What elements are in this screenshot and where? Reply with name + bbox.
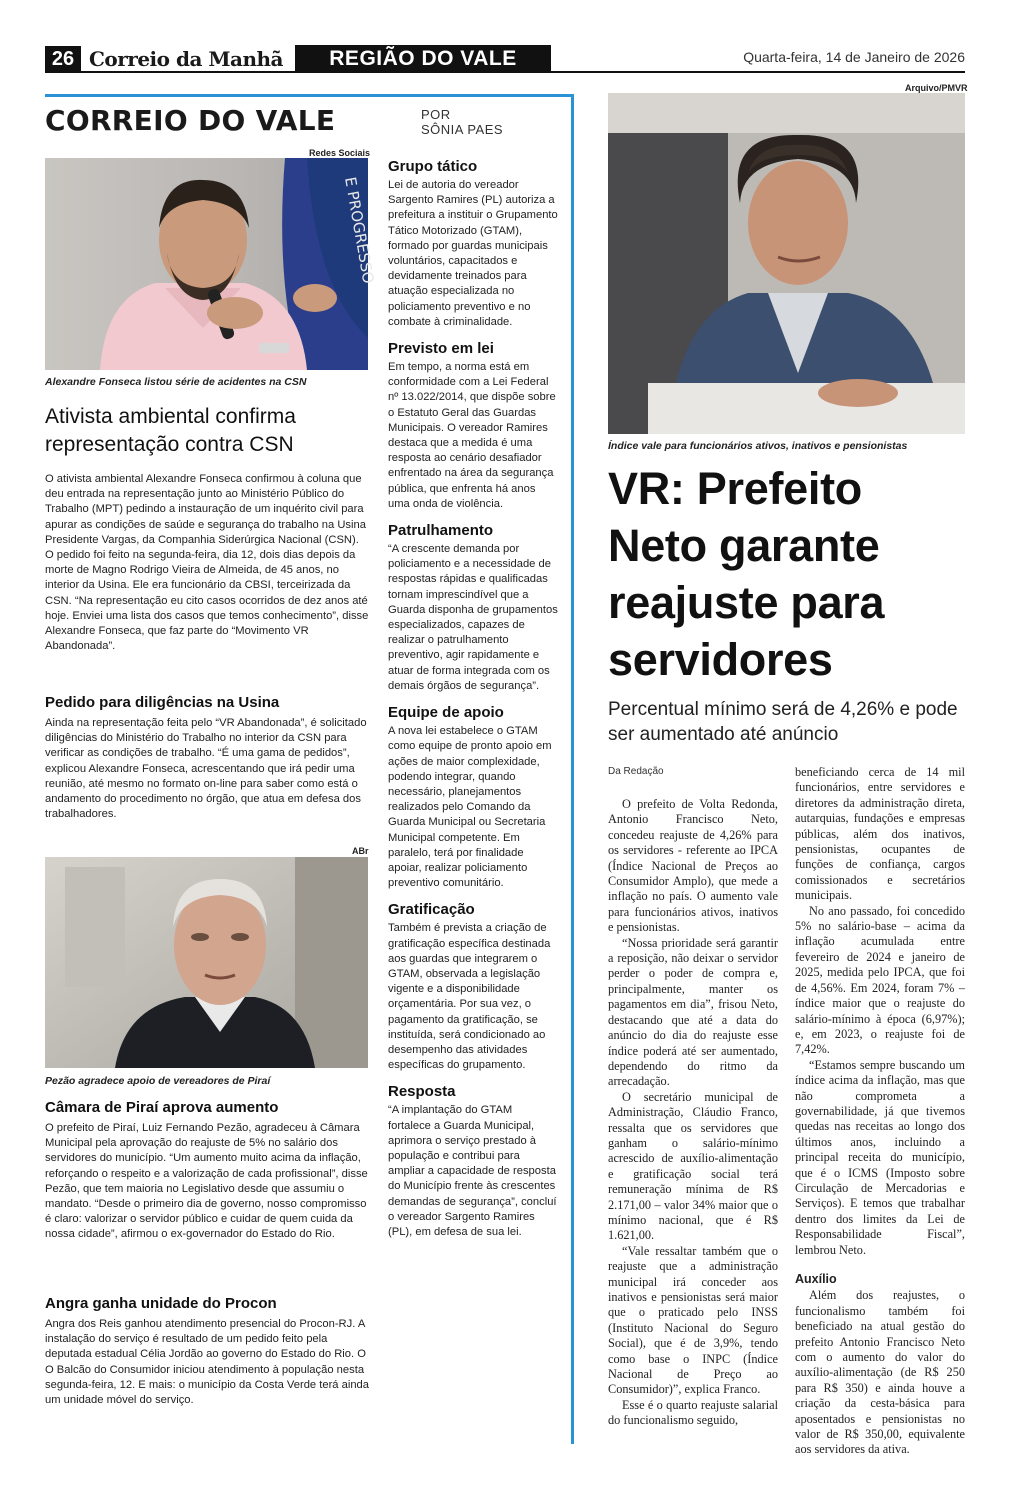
note-text: “A implantação do GTAM fortalece a Guarda Municipal, aprimora o serviço prestado à população e contribui para ampliar a capacidade de resposta do Município frente às crescentes demandas de segurança”, concluí o vereador Sargento Ramires (PL), em defesa de sua lei. — [388, 1104, 557, 1238]
story-headline: Ativista ambiental confirma representação contra CSN — [45, 405, 296, 456]
main-paragraph: “Estamos sempre buscando um índice acima da inflação, mas que não comprometa a governabilidade, já que tivemos quedas nas receitas ao longo dos últimos anos, incluindo a principal receita do município, que é o ICMS (Imposto sobre Circulação de Mercadorias e Serviços). E temos que trabalhar dentro dos limites da Lei de Responsabilidade Fiscal”, lembrou Neto. — [795, 1057, 965, 1257]
note-text: “A crescente demanda por policiamento e a necessidade de respostas rápidas e qualificadas tornam imprescindível que a Guarda disponha de grupamentos especializados, capazes de realizar o patrulhamento preventivo, agir rapidamente e atuar de forma integrada com os demais órgãos de segurança”. — [388, 543, 558, 692]
main-column-2 — [795, 765, 965, 1458]
middle-column — [388, 158, 558, 1240]
note-text: Em tempo, a norma está em conformidade com a Lei Federal nº 13.022/2014, que dispõe sobre o Estatuto Geral das Guardas Municipais. O vereador Ramires destaca que a medida é uma resposta ao cenário desafiador enfrentado na área da segurança pública, que enfrenta há anos uma onda de violência. — [388, 361, 556, 510]
note-title: Previsto em lei — [388, 340, 494, 358]
newspaper-brand: Correio da Manhã — [89, 47, 284, 71]
flag-text: E PROGRESSO — [341, 175, 378, 285]
note-text: Lei de autoria do vereador Sargento Ramires (PL) autoriza a prefeitura a instituir o Grupamento Tático Motorizado (GTAM), formado por guardas municipais voluntários, capacitados e devidamente treinados para atuação especializada no policiamento preventivo e no combate à criminalidade. — [388, 179, 558, 328]
note-title: Grupo tático — [388, 158, 478, 175]
column-top-rule — [45, 94, 574, 97]
story-subhead: Câmara de Piraí aprova aumento — [45, 1099, 279, 1116]
main-paragraph: Além dos reajustes, o funcionalismo também foi beneficiado na atual gestão do prefeito Antonio Francisco Neto com o aumento do valor do auxílio-alimentação (de R$ 250 para R$ 350) e ainda houve a criação da cesta-básica para aposentados e pensionistas no valor de R$ 350,00, equivalente aos servidores da ativa. — [795, 1288, 965, 1457]
note-title: Resposta — [388, 1083, 456, 1101]
note-text: A nova lei estabelece o GTAM como equipe de pronto apoio em ações de maior complexidade, podendo integrar, quando necessário, planejamentos realizados pelo Comando da Guarda Municipal ou Secretaria Municipal competente. Em paralelo, terá por finalidade apoiar, realizar policiamento preventivo comunitário. — [388, 725, 552, 890]
story-paragraph: Angra dos Reis ganhou atendimento presencial do Procon-RJ. A instalação do serviço é resultado de um pedido feito pela deputada estadual Célia Jordão ao governo do Estado do Rio. O O Balcão do Consumidor iniciou atendimento à população nesta segunda-feira, 12. E mais: o município da Costa Verde terá ainda um unidade móvel do serviço. — [45, 1318, 370, 1407]
photo-pezao — [45, 857, 368, 1068]
photo-man-microphone — [45, 158, 378, 370]
main-paragraph: beneficiando cerca de 14 mil funcionários, entre servidores e diretores da administração direta, autarquias, fundações e empresas públicas, além dos inativos, pensionistas, ocupantes de funções de confiança, cargos comissionados e secretários municipais. — [795, 765, 965, 903]
issue-date: Quarta-feira, 14 de Janeiro de 2026 — [743, 49, 965, 65]
byline-name: SÔNIA PAES — [421, 122, 504, 137]
main-paragraph: “Vale ressaltar também que o reajuste que a administração municipal irá conceder aos inativos e pensionistas será maior que o praticado pelo INSS (Instituto Nacional do Seguro Social), que é de 3,9%, tendo como base o INPC (Índice Nacional de Preço ao Consumidor)”, explica Franco. — [608, 1243, 778, 1397]
story-paragraph: O prefeito de Piraí, Luiz Fernando Pezão, agradeceu à Câmara Municipal pela aprovação do reajuste de 5% no salário dos servidores do município. “Um aumento muito acima da inflação, reforçando o respeito e a valorização de cada profissional”, disse Pezão, que tem maioria no Legislativo desde que assumiu o mandato. “Desde o primeiro dia de governo, nosso compromisso é claro: valorizar o servidor público e cuidar de quem cuida da nossa cidade”, afirmou o ex-governador do Estado do Rio. — [45, 1122, 368, 1241]
photo-caption: Índice vale para funcionários ativos, inativos e pensionistas — [608, 440, 908, 452]
main-column-1 — [608, 797, 778, 1429]
main-subheadline: Percentual mínimo será de 4,26% e pode ser aumentado até anúncio — [608, 699, 958, 745]
main-paragraph: O secretário municipal de Administração, Cláudio Franco, ressalta que os servidores que ganham o salário-mínimo acrescido de auxílio-alimentação e gratificação social terá remuneração mínima de R$ 2.171,00 – valor 34% maior que o mínimo nacional, que é R$ 1.621,00. — [608, 1089, 778, 1243]
main-paragraph: No ano passado, foi concedido 5% no salário-base – acima da inflação acumulada entre fevereiro de 2024 e janeiro de 2025, medida pelo IPCA, que foi de 4,56%. Em 2024, foram 7% – índice maior que o reajuste do salário-mínimo à época (6,97%); e, em 2023, o reajuste foi de 7,42%. — [795, 903, 965, 1057]
main-paragraph: O prefeito de Volta Redonda, Antonio Francisco Neto, concedeu reajuste de 4,26% para os servidores - referente ao IPCA (Índice Nacional de Preços ao Consumidor Amplo), que mede a inflação no país. O aumento vale para funcionários ativos, inativos e pensionistas. — [608, 797, 778, 935]
note-text: Também é prevista a criação de gratificação específica destinada aos guardas que integrarem o GTAM, observada a legislação vigente e a disponibilidade orçamentária. Por sua vez, o pagamento da gratificação, se instituída, será condicionado ao desempenho das atividades específicas do grupamento. — [388, 922, 551, 1072]
column-divider — [571, 94, 574, 1444]
main-headline: VR: Prefeito Neto garante reajuste para servidores — [608, 463, 885, 685]
note-title: Equipe de apoio — [388, 704, 504, 722]
photo-caption: Pezão agradece apoio de vereadores de Piraí — [45, 1075, 271, 1087]
story-subhead: Pedido para diligências na Usina — [45, 694, 280, 711]
photo-man-portrait — [45, 857, 368, 1068]
column-title: CORREIO DO VALE — [45, 104, 336, 137]
photo-credit: ABr — [352, 846, 369, 856]
main-byline: Da Redação — [608, 766, 664, 777]
note-title: Patrulhamento — [388, 522, 494, 540]
story-body — [45, 1121, 369, 1243]
photo-caption: Alexandre Fonseca listou série de acidentes na CSN — [45, 376, 307, 388]
page-header — [45, 44, 965, 74]
byline-label: POR — [421, 107, 451, 122]
photo-mayor-neto — [608, 93, 965, 434]
note-title: Gratificação — [388, 901, 475, 919]
main-paragraph: “Nossa prioridade será garantir a reposição, não deixar o servidor perder o poder de compra e, principalmente, manter os pagamentos em dia”, frisou Neto, destacando que até a data do anúncio do dia do reajuste esse índice poderá até ser aumentado, dependendo do ritmo da arrecadação. — [608, 935, 778, 1089]
photo-man-at-desk — [608, 93, 965, 434]
page-number: 26 — [45, 46, 81, 72]
photo-credit: Redes Sociais — [309, 148, 371, 158]
story-subhead: Angra ganha unidade do Procon — [45, 1295, 277, 1312]
story-body — [45, 716, 369, 822]
main-paragraph: Esse é o quarto reajuste salarial do funcionalismo seguido, — [608, 1397, 778, 1428]
header-rule — [45, 71, 965, 73]
column-byline — [421, 107, 503, 137]
main-subhead: Auxílio — [795, 1272, 837, 1286]
story-body — [45, 1317, 369, 1408]
photo-credit: Arquivo/PMVR — [905, 83, 968, 93]
story-body — [45, 472, 369, 654]
section-tag: REGIÃO DO VALE — [295, 45, 551, 72]
story-paragraph: Ainda na representação feita pelo “VR Abandonada”, é solicitado diligências do Ministério do Trabalho no interior da CSN para verificar as condições de trabalho. “É uma gama de pedidos”, explicou Alexandre Fonseca, acrescentando que irá pedir uma reunião, até mesmo no formato on-line para saber como está o andamento do procedimento no órgão, que atua em defesa dos trabalhadores. — [45, 717, 367, 821]
story-paragraph: O ativista ambiental Alexandre Fonseca confirmou à coluna que deu entrada na representação junto ao Ministério Público do Trabalho (MPT) pedindo a instauração de um inquérito civil para apurar as condições de saúde e segurança do trabalho na Usina Presidente Vargas, da Companhia Siderúrgica Nacional (CSN). O pedido foi feito na segunda-feira, dia 12, dois dias depois da morte de Magno Rodrigo Vieira de Almeida, de 45 anos, no interior da Usina. Ele era funcionário da CBSI, terceirizada da CSN. “Na representação eu cito casos ocorridos de dez anos até hoje. Enviei uma lista dos casos que temos conhecimento”, disse Alexandre Fonseca, que faz parte do “Movimento VR Abandonada”. — [45, 473, 369, 653]
photo-alexandre-fonseca — [45, 158, 378, 370]
